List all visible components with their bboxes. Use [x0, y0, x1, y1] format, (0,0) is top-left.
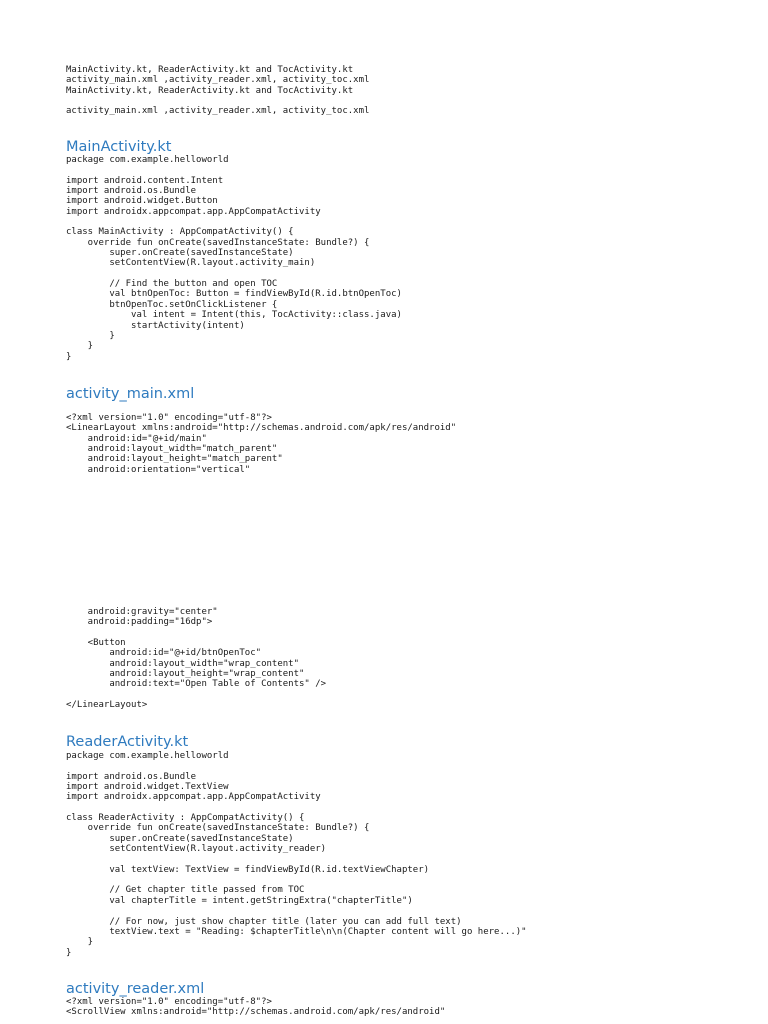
- section-title-activity-reader: activity_reader.xml: [66, 981, 205, 997]
- intro-layout-list: activity_main.xml ,activity_reader.xml, activity_toc.xml: [66, 106, 370, 116]
- section-title-reader-activity: ReaderActivity.kt: [66, 734, 189, 750]
- code-activity-main-part2: android:gravity="center" android:padding="16dp"> <Button android:id="@+id/btnOpenToc" android:layout_width="wrap_content" android:layout_height="wrap_content" android:text="Open Table of Contents" /> </LinearLayout>: [66, 607, 327, 711]
- code-main-activity: package com.example.helloworld import android.content.Intent import android.os.Bundle import android.widget.Button import androidx.appcompat.app.AppCompatActivity class MainActivity : AppCompatActivity() { override fun onCreate(savedInstanceState: Bundle?) { super.onCreate(savedInstanceState) setContentView(R.layout.activity_main) // Find the button and open TOC val btnOpenToc: Button = findViewById(R.id.btnOpenToc) btnOpenToc.setOnClickListener { val intent = Intent(this, TocActivity::class.java) startActivity(intent) } } }: [66, 155, 402, 362]
- section-title-activity-main: activity_main.xml: [66, 386, 195, 402]
- code-reader-activity: package com.example.helloworld import android.os.Bundle import android.widget.TextView import androidx.appcompat.app.AppCompatActivity class ReaderActivity : AppCompatActivity() { override fun onCreate(savedInstanceState: Bundle?) { super.onCreate(savedInstanceState) setContentView(R.layout.activity_reader) val textView: TextView = findViewById(R.id.textViewChapter) // Get chapter title passed from TOC val chapterTitle = intent.getStringExtra("chapterTitle") // For now, just show chapter title (later you can add full text) textView.text = "Reading: $chapterTitle\n\n(Chapter content will go here...)" } }: [66, 751, 527, 958]
- code-activity-reader: <?xml version="1.0" encoding="utf-8"?> <ScrollView xmlns:android="http://schemas.android.com/apk/res/android": [66, 997, 446, 1018]
- code-activity-main-part1: <?xml version="1.0" encoding="utf-8"?> <LinearLayout xmlns:android="http://schemas.android.com/apk/res/android" android:id="@+id/main" android:layout_width="match_parent" android:layout_height="match_parent" android:orientation="vertical": [66, 413, 457, 475]
- section-title-main-activity: MainActivity.kt: [66, 139, 172, 155]
- intro-file-list: MainActivity.kt, ReaderActivity.kt and TocActivity.kt activity_main.xml ,activity_reader.xml, activity_toc.xml MainActivity.kt, ReaderActivity.kt and TocActivity.kt: [66, 65, 370, 96]
